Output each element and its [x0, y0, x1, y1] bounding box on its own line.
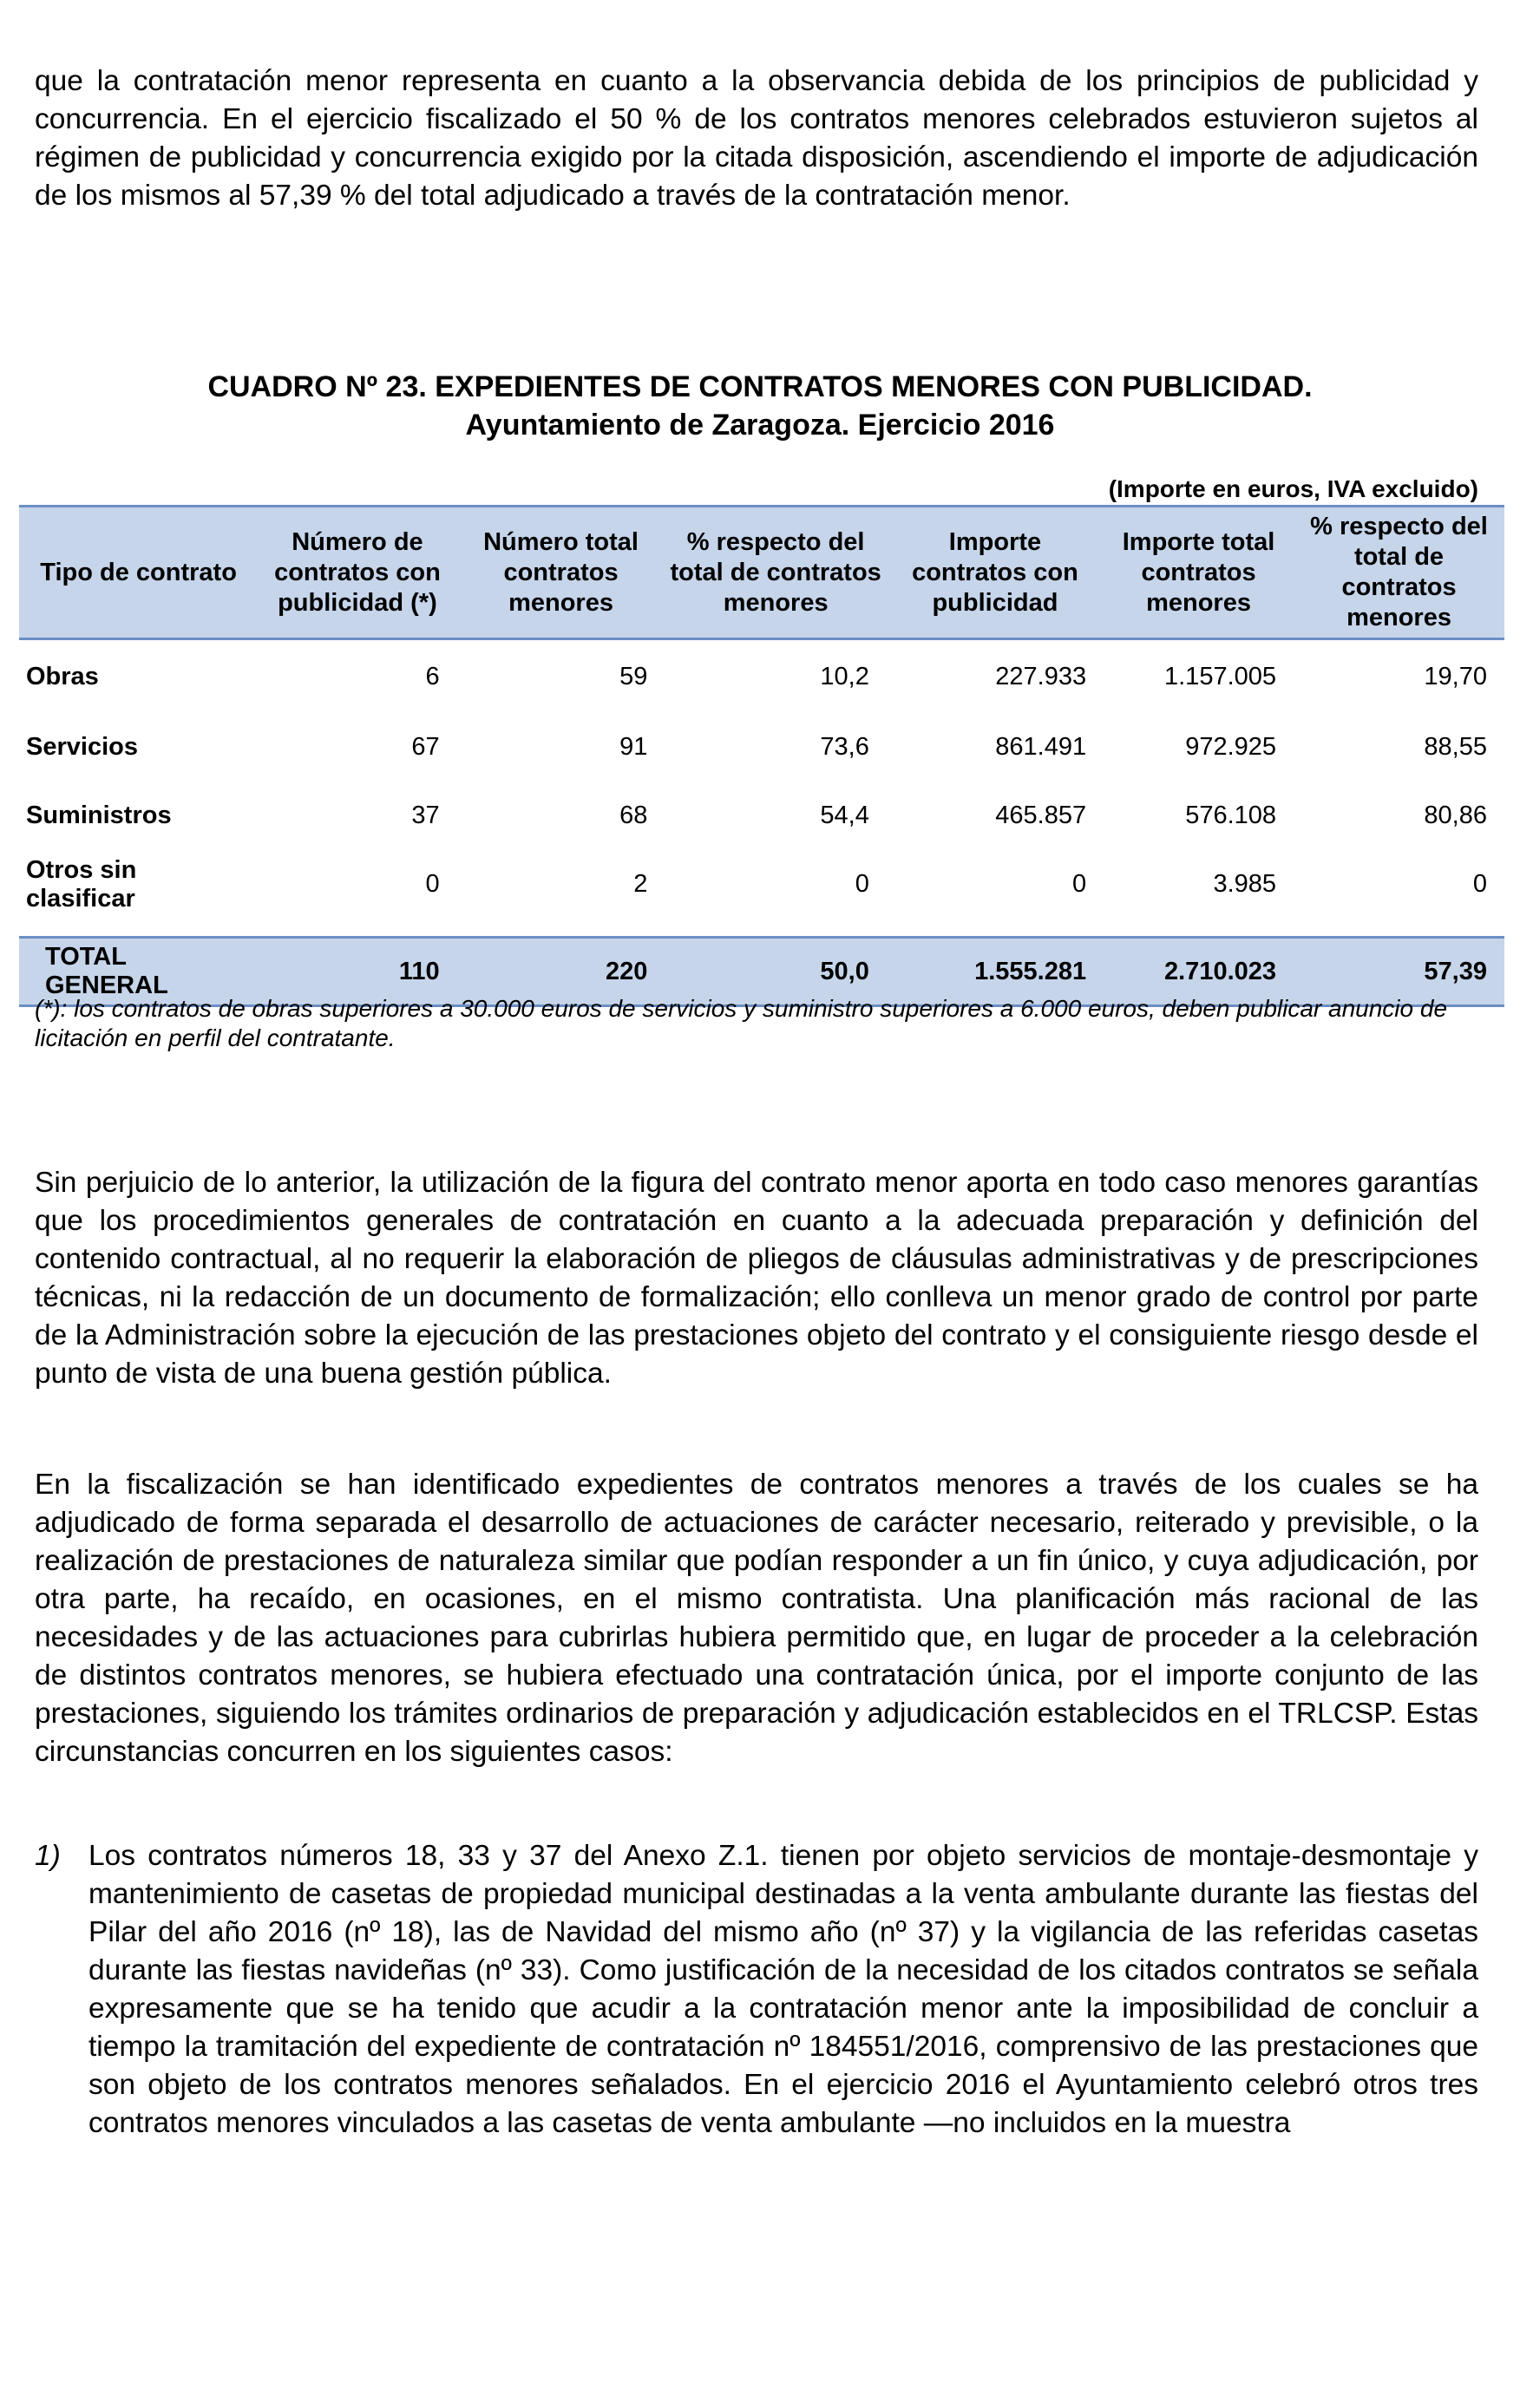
table-cell: 972.925	[1185, 733, 1277, 761]
header-numero-total: Número total contratos menores	[457, 507, 665, 639]
total-cell: 110	[258, 938, 456, 1006]
table-spacer-cell	[19, 919, 1504, 938]
table-row	[19, 782, 1504, 850]
table-cell: 80,86	[1424, 802, 1487, 829]
table-title-line-2: Ayuntamiento de Zaragoza. Ejercicio 2016	[465, 409, 1055, 442]
table-cell: 6	[425, 662, 440, 690]
table-cell: 576.108	[1185, 802, 1277, 829]
table-row	[19, 639, 1504, 714]
table-cell: 861.491	[995, 733, 1087, 761]
table-spacer-row	[19, 919, 1504, 938]
table-row	[19, 713, 1504, 782]
row-label: Obras	[26, 662, 99, 690]
header-numero-con-publicidad: Número de contratos con publicidad (*)	[258, 507, 456, 639]
paragraph-3: En la fiscalización se han identificado expedientes de contratos menores a través de los cuales se ha adjudicado de forma separada el desarrollo de actuaciones de carácter necesario, reiterado y previsible, o la realización de prestaciones de naturaleza similar que podían responder a un fin único, y cuya adjudicación, por otra parte, ha recaído, en ocasiones, en el mismo contratista. Una planificación más racional de las necesidades y de las actuaciones para cubrirlas hubiera permitido que, en lugar de proceder a la celebración de distintos contratos menores, se hubiera efectuado una contratación única, por el importe conjunto de las prestaciones, siguiendo los trámites ordinarios de preparación y adjudicación establecidos en el TRLCSP. Estas circunstancias concurren en los siguientes casos:	[35, 1469, 1478, 1768]
contracts-table	[19, 505, 1504, 1007]
total-cell: 2.710.023	[1104, 938, 1294, 1006]
total-cell: 57,39	[1294, 938, 1504, 1006]
total-label: TOTAL GENERAL	[19, 938, 258, 1006]
table-title-line-1: CUADRO Nº 23. EXPEDIENTES DE CONTRATOS MENORES CON PUBLICIDAD.	[207, 370, 1313, 403]
table-cell: 68	[619, 802, 648, 829]
header-porcentaje-numero: % respecto del total de contratos menores	[665, 507, 886, 639]
total-cell: 1.555.281	[887, 938, 1104, 1006]
table-cell: 54,4	[820, 802, 869, 829]
table-cell: 59	[619, 662, 648, 690]
table-cell: 67	[411, 733, 440, 761]
table-cell: 1.157.005	[1164, 662, 1277, 690]
table-cell: 19,70	[1424, 662, 1487, 690]
numbered-list-item-1	[35, 1837, 1478, 2143]
table-caption: (Importe en euros, IVA excluido)	[1108, 475, 1478, 502]
table-cell: 0	[1071, 870, 1087, 898]
table-cell: 227.933	[995, 662, 1087, 690]
table-cell: 10,2	[820, 662, 869, 690]
list-item-text: Los contratos números 18, 33 y 37 del Anexo Z.1. tienen por objeto servicios de montaje-desmontaje y mantenimiento de casetas de propiedad municipal destinadas a la venta ambulante durante las fiestas del Pilar del año 2016 (nº 18), las de Navidad del mismo año (nº 37) y la vigilancia de las referidas casetas durante las fiestas navideñas (nº 33). Como justificación de la necesidad de los citados contratos se señala expresamente que se ha tenido que acudir a la contratación menor ante la imposibilidad de concluir a tiempo la tramitación del expediente de contratación nº 184551/2016, comprensivo de las prestaciones que son objeto de los contratos menores señalados. En el ejercicio 2016 el Ayuntamiento celebró otros tres contratos menores vinculados a las casetas de venta ambulante —no incluidos en la muestra	[88, 1840, 1478, 2139]
table-cell: 0	[855, 870, 869, 898]
header-importe-con-publicidad: Importe contratos con publicidad	[887, 507, 1104, 639]
table-cell: 465.857	[995, 802, 1087, 829]
table-cell: 88,55	[1424, 733, 1487, 761]
intro-paragraph: que la contratación menor representa en cuanto a la observancia debida de los principios de publicidad y concurrencia. En el ejercicio fiscalizado el 50 % de los contratos menores celebrados estuvieron sujetos al régimen de publicidad y concurrencia exigido por la citada disposición, ascendiendo el importe de adjudicación de los mismos al 57,39 % del total adjudicado a través de la contratación menor.	[35, 65, 1478, 212]
total-cell: 50,0	[665, 938, 886, 1006]
header-tipo-contrato: Tipo de contrato	[19, 507, 258, 639]
table-cell: 91	[619, 733, 648, 761]
row-label: Servicios	[26, 733, 138, 761]
table-cell: 37	[411, 802, 440, 829]
row-label: Suministros	[26, 802, 172, 829]
table-cell: 0	[1472, 870, 1487, 898]
table-cell: 73,6	[820, 733, 869, 761]
table-footnote: (*): los contratos de obras superiores a 30.000 euros de servicios y suministro superiores a 6.000 euros, deben publicar anuncio de licitación en perfil del contratante.	[35, 995, 1448, 1051]
list-item-number: 1)	[35, 1840, 61, 1872]
table-cell: 2	[633, 870, 648, 898]
table-cell: 0	[425, 870, 440, 898]
table-cell: 3.985	[1213, 870, 1277, 898]
row-label: Otros sin clasificar	[26, 855, 137, 913]
total-cell: 220	[457, 938, 665, 1006]
paragraph-2: Sin perjuicio de lo anterior, la utilización de la figura del contrato menor aporta en todo caso menores garantías que los procedimientos generales de contratación en cuanto a la adecuada preparación y definición del contenido contractual, al no requerir la elaboración de pliegos de cláusulas administrativas y de prescripciones técnicas, ni la redacción de un documento de formalización; ello conlleva un menor grado de control por parte de la Administración sobre la ejecución de las prestaciones objeto del contrato y el consiguiente riesgo desde el punto de vista de una buena gestión pública.	[35, 1167, 1478, 1390]
header-importe-total: Importe total contratos menores	[1104, 507, 1294, 639]
table-row	[19, 850, 1504, 919]
table-header-row	[19, 507, 1504, 639]
header-porcentaje-importe: % respecto del total de contratos menores	[1294, 507, 1504, 639]
